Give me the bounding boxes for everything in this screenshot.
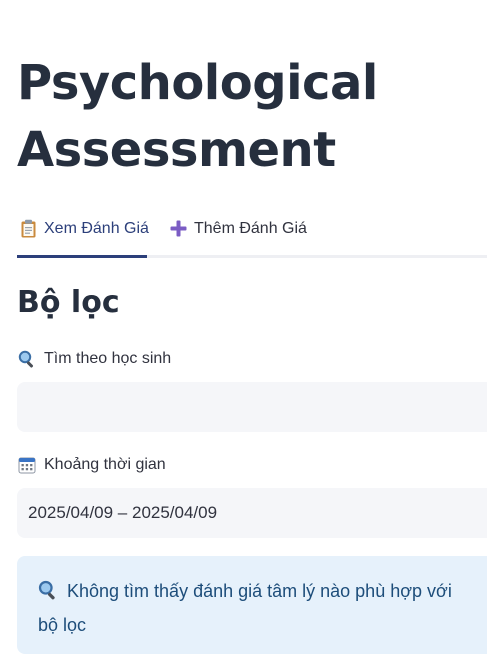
magnifier-icon [18,350,36,368]
date-range-value: 2025/04/09 – 2025/04/09 [28,503,218,522]
tab-add-assessment[interactable] [170,205,307,252]
alert-message: Không tìm thấy đánh giá tâm lý nào phù hợp với bộ lọc [38,581,452,635]
page-title [17,50,378,184]
page-title-line2: Assessment [17,122,336,178]
no-results-alert [17,556,487,654]
date-range-label-text: Khoảng thời gian [44,456,166,473]
calendar-icon [18,456,36,474]
tab-view-assessments[interactable] [20,205,149,252]
student-search-label [18,350,171,368]
student-search-input-wrap [17,382,487,432]
date-range-input[interactable] [17,488,487,538]
tab-label: Xem Đánh Giá [44,219,149,237]
active-tab-indicator [17,255,147,258]
tab-bar [17,205,487,258]
date-range-label [18,456,166,474]
page-title-line1: Psychological [17,55,378,111]
plus-icon [170,220,187,237]
student-search-input[interactable] [28,396,487,418]
tab-label: Thêm Đánh Giá [194,219,307,237]
clipboard-icon [20,219,37,238]
filters-title: Bộ lọc [17,285,120,320]
student-search-label-text: Tìm theo học sinh [44,350,172,367]
magnifier-icon [38,579,58,610]
